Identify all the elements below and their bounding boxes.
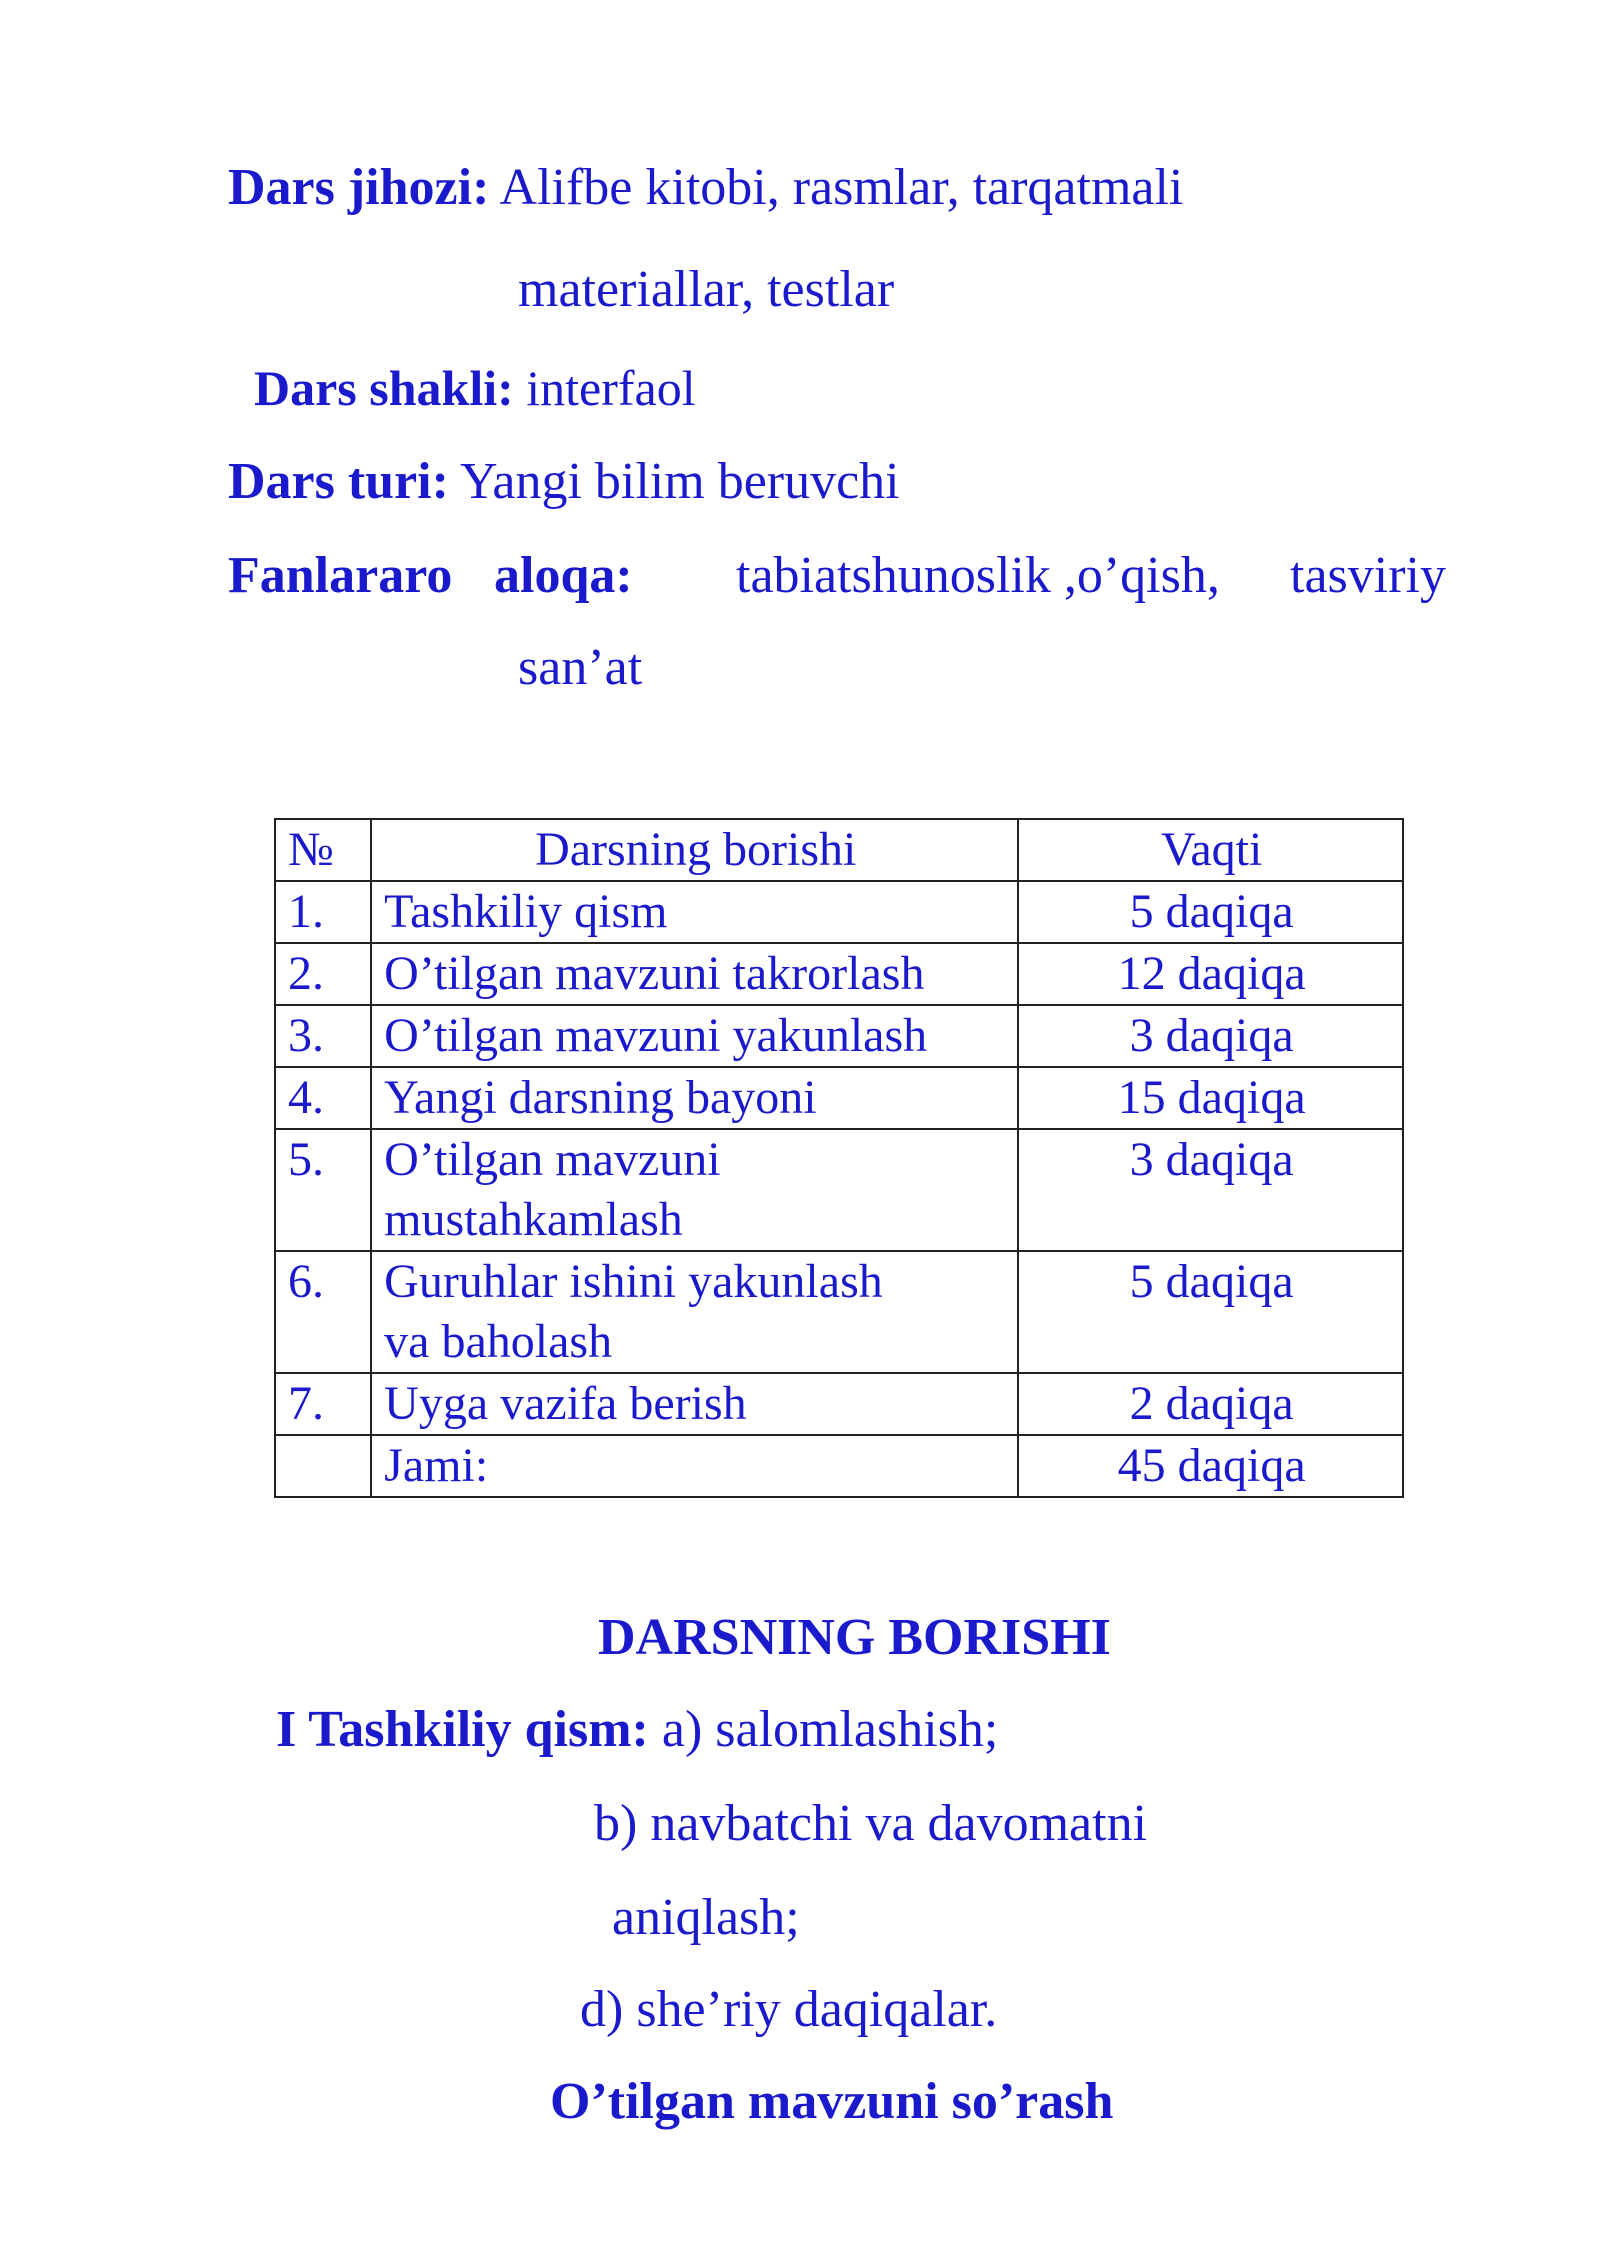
row-step: Yangi darsning bayoni [371, 1067, 1018, 1129]
equipment-label: Dars jihozi: [228, 159, 490, 216]
row-number: 5. [275, 1129, 371, 1251]
table-row [275, 1005, 1403, 1067]
row-time: 12 daqiqa [1018, 943, 1403, 1005]
links-value-1: tabiatshunoslik ,o’qish, [736, 547, 1220, 604]
row-step-line-1: Guruhlar ishini yakunlash [384, 1255, 883, 1308]
table-row [275, 1373, 1403, 1435]
row-number: 6. [275, 1251, 371, 1373]
org-line [276, 1700, 998, 1760]
links-label-1: Fanlararo [228, 547, 453, 604]
header-step: Darsning borishi [371, 819, 1018, 881]
total-number [275, 1435, 371, 1497]
row-number: 1. [275, 881, 371, 943]
table-row [275, 1251, 1403, 1373]
header-time: Vaqti [1018, 819, 1403, 881]
equipment-line [228, 158, 1183, 218]
table-row [275, 881, 1403, 943]
equipment-value: Alifbe kitobi, rasmlar, tarqatmali [499, 159, 1184, 216]
links-label-2: aloqa: [494, 547, 633, 604]
table-header-row [275, 819, 1403, 881]
review-title: O’tilgan mavzuni so’rash [550, 2073, 1114, 2130]
row-step-line-1: O’tilgan mavzuni [384, 1133, 721, 1186]
form-value: interfaol [526, 360, 696, 416]
row-step-line-2: va baholash [384, 1315, 613, 1368]
lesson-plan-table [274, 818, 1404, 1498]
row-step [371, 1251, 1018, 1373]
table-row [275, 1129, 1403, 1251]
row-number: 2. [275, 943, 371, 1005]
header-number: № [275, 819, 371, 881]
form-label: Dars shakli: [254, 360, 514, 416]
row-step: O’tilgan mavzuni yakunlash [371, 1005, 1018, 1067]
type-line [228, 452, 900, 512]
row-time: 5 daqiqa [1018, 1251, 1403, 1373]
row-time: 3 daqiqa [1018, 1005, 1403, 1067]
section-title: DARSNING BORISHI [598, 1609, 1111, 1666]
table-row [275, 943, 1403, 1005]
total-label: Jami: [371, 1435, 1018, 1497]
org-label: I Tashkiliy qism: [276, 1701, 649, 1758]
row-time: 5 daqiqa [1018, 881, 1403, 943]
table-total-row [275, 1435, 1403, 1497]
row-step: O’tilgan mavzuni takrorlash [371, 943, 1018, 1005]
links-value-3: san’at [518, 639, 643, 696]
form-line [254, 358, 696, 418]
links-value-2: tasviriy [1290, 547, 1446, 604]
row-step [371, 1129, 1018, 1251]
row-step: Uyga vazifa berish [371, 1373, 1018, 1435]
table-row [275, 1067, 1403, 1129]
row-step: Tashkiliy qism [371, 881, 1018, 943]
row-time: 3 daqiqa [1018, 1129, 1403, 1251]
org-item-d: d) she’riy daqiqalar. [580, 1981, 998, 2038]
row-number: 3. [275, 1005, 371, 1067]
type-value: Yangi bilim beruvchi [460, 453, 900, 510]
row-step-line-2: mustahkamlash [384, 1193, 683, 1246]
type-label: Dars turi: [228, 453, 449, 510]
row-time: 2 daqiqa [1018, 1373, 1403, 1435]
row-number: 7. [275, 1373, 371, 1435]
equipment-line-continued [518, 260, 894, 320]
org-item-b: b) navbatchi va davomatni [594, 1795, 1148, 1852]
equipment-value-continued: materiallar, testlar [518, 261, 895, 318]
org-item-a: a) salomlashish; [661, 1701, 999, 1758]
row-number: 4. [275, 1067, 371, 1129]
org-item-b-continued: aniqlash; [612, 1889, 800, 1946]
total-time: 45 daqiqa [1018, 1435, 1403, 1497]
row-time: 15 daqiqa [1018, 1067, 1403, 1129]
